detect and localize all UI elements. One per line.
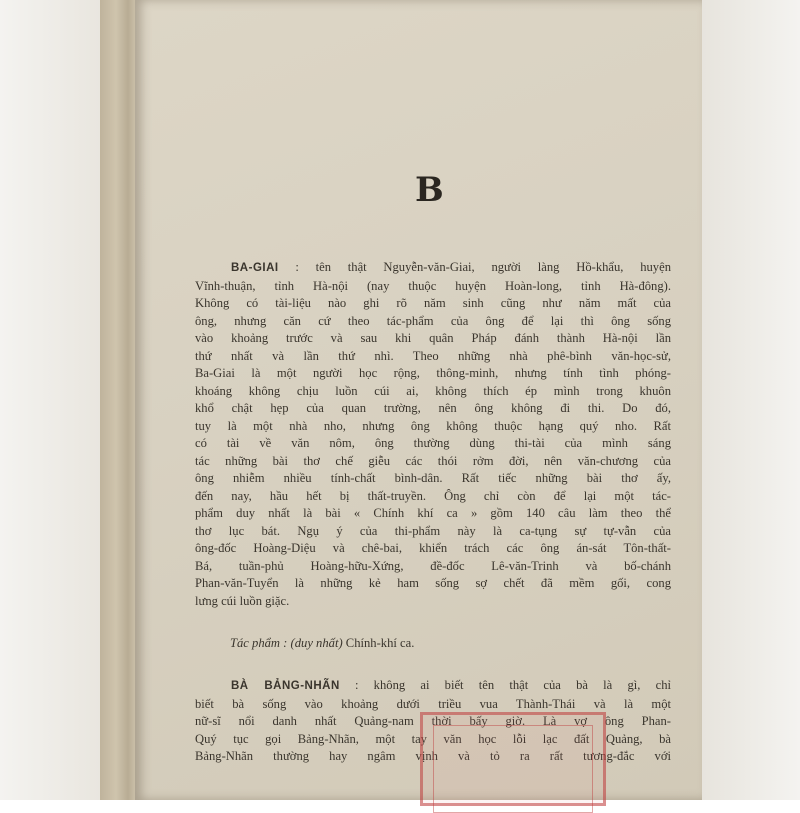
entry-line: biết bà sống vào khoảng dưới triều vua Thành-Thái và là một <box>195 696 671 711</box>
entry-line: Quý tục gọi Bảng-Nhãn, một tay văn học lỗi lạc đất Quảng, bà <box>195 731 671 746</box>
background-right <box>702 0 800 800</box>
entry-line: Bá, tuần-phủ Hoàng-hữu-Xứng, đề-đốc Lê-văn-Trinh và bố-chánh <box>195 558 671 573</box>
entry-line: BÀ BẢNG-NHÃN : không ai biết tên thật của bà là gì, chỉ <box>231 678 671 692</box>
entry-line: thứ nhất và lần thứ nhì. Theo những nhà phê-bình văn-học-sử, <box>195 348 671 363</box>
entry-line: Ba-Giai là một người học rộng, thông-minh, nhưng tính tình phóng- <box>195 366 671 380</box>
entry-line: Phan-văn-Tuyển là những kẻ ham sống sợ chết đã mềm gối, cong <box>195 576 671 590</box>
background-left <box>0 0 100 800</box>
entry-line: Vĩnh-thuận, tỉnh Hà-nội (nay thuộc huyện Hoàn-long, tỉnh Hà-đông). <box>195 278 671 293</box>
works-label: Tác phẩm : <box>230 636 288 650</box>
works-note: (duy nhất) <box>290 636 343 650</box>
entry-line: ông nhiễm nhiều tính-chất bình-dân. Rất tiếc những bài thơ ấy, <box>195 471 671 485</box>
works-line <box>230 636 414 651</box>
entry-line: vào khoảng trước và sau khi quân Pháp đánh thành Hà-nội lần <box>195 331 671 345</box>
entry-line: BA-GIAI : tên thật Nguyễn-văn-Giai, người làng Hồ-khẩu, huyện <box>231 260 671 274</box>
entry-line: lưng cúi luồn giặc. <box>195 593 290 608</box>
entry-line: khoáng không chịu luồn cúi ai, không thích ép mình trong khuôn <box>195 383 671 398</box>
entry-line: đến nay, hầu hết bị thất-truyền. Ông chỉ còn để lại một tác- <box>195 488 671 503</box>
entry-line: phẩm duy nhất là bài « Chính khí ca » gồm 140 câu làm theo thể <box>195 506 671 520</box>
entry-line: thơ lục bát. Ngụ ý của thi-phẩm này là ca-tụng sự tự-vẫn của <box>195 523 671 538</box>
entry-ba-giai <box>195 259 671 610</box>
entry-line: khổ chật hẹp của quan trường, nên ông không đi thi. Do đó, <box>195 401 671 415</box>
entry-heading: BA-GIAI <box>231 262 279 274</box>
entry-line: Không có tài-liệu nào ghi rõ năm sinh cũng như năm mất của <box>195 296 671 310</box>
entry-line: tuy là một nhà nho, nhưng ông không thuộc hạng quý nho. Rất <box>195 418 671 433</box>
chapter-letter: B <box>415 170 444 210</box>
entry-heading: BÀ BẢNG-NHÃN <box>231 680 340 692</box>
entry-line: Bảng-Nhãn thường hay ngâm vịnh và tỏ ra rất tương-đắc với <box>195 749 671 763</box>
entry-line: có tài về văn nôm, ông thường dùng thi-tài của mình sáng <box>195 436 671 450</box>
entry-line: tác những bài thơ chế giễu các thói rởm đời, nên văn-chương của <box>195 453 671 468</box>
works-title: Chính-khí ca. <box>345 636 415 650</box>
library-stamp <box>420 712 606 806</box>
entry-line: ông, nhưng căn cứ theo tác-phẩm của ông để lại thì ông sống <box>195 313 671 328</box>
book-spine-edge <box>100 0 140 800</box>
entry-line: nữ-sĩ nổi danh nhất Quảng-nam thời bấy giờ. Là vợ ông Phan- <box>195 714 671 728</box>
entry-line: ông-đốc Hoàng-Diệu và chê-bai, khiển trách các ông án-sát Tôn-thất- <box>195 541 671 555</box>
